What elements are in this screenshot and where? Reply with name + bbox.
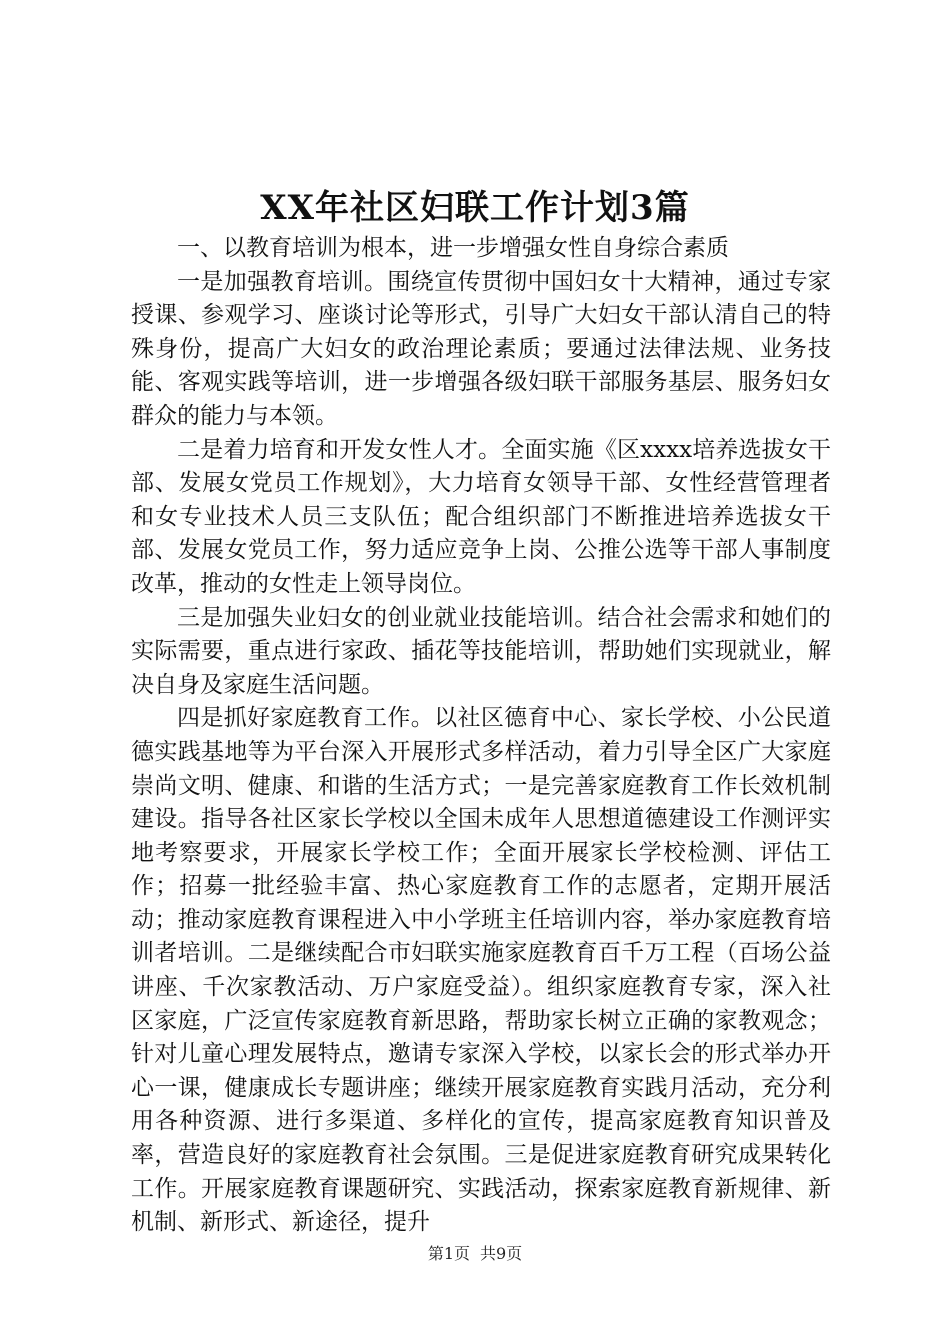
paragraph-1: 一是加强教育培训。围绕宣传贯彻中国妇女十大精神，通过专家授课、参观学习、座谈讨论等形式，引导广大妇女干部认清自己的特殊身份，提高广大妇女的政治理论素质；要通过法律法规、业务技能、客观实践等培训，进一步增强各级妇联干部服务基层、服务妇女群众的能力与本领。 bbox=[131, 268, 831, 429]
paragraph-4: 四是抓好家庭教育工作。以社区德育中心、家长学校、小公民道德实践基地等为平台深入开展形式多样活动，着力引导全区广大家庭崇尚文明、健康、和谐的生活方式；一是完善家庭教育工作长效机制建设。指导各社区家长学校以全国未成年人思想道德建设工作测评实地考察要求，开展家长学校工作；全面开展家长学校检测、评估工作；招募一批经验丰富、热心家庭教育工作的志愿者，定期开展活动；推动家庭教育课程进入中小学班主任培训内容，举办家庭教育培训者培训。二是继续配合市妇联实施家庭教育百千万工程（百场公益讲座、千次家教活动、万户家庭受益）。组织家庭教育专家，深入社区家庭，广泛宣传家庭教育新思路，帮助家长树立正确的家教观念；针对儿童心理发展特点，邀请专家深入学校，以家长会的形式举办开心一课，健康成长专题讲座；继续开展家庭教育实践月活动，充分利用各种资源、进行多渠道、多样化的宣传，提高家庭教育知识普及率，营造良好的家庭教育社会氛围。三是促进家庭教育研究成果转化工作。开展家庭教育课题研究、实践活动，探索家庭教育新规律、新机制、新形式、新途径，提升 bbox=[131, 705, 831, 1236]
page-number: 第1页 bbox=[427, 1244, 470, 1263]
page-footer bbox=[0, 1243, 950, 1265]
page-total: 共9页 bbox=[480, 1244, 523, 1263]
section-heading: 一、以教育培训为根本，进一步增强女性自身综合素质 bbox=[177, 235, 729, 261]
paragraph-2: 二是着力培育和开发女性人才。全面实施《区xxxx培养选拔女干部、发展女党员工作规划》，大力培育女领导干部、女性经营管理者和女专业技术人员三支队伍；配合组织部门不断推进培养选拔女干部、发展女党员工作，努力适应竞争上岗、公推公选等干部人事制度改革，推动的女性走上领导岗位。 bbox=[131, 436, 831, 597]
document-title: XX年社区妇联工作计划3篇 bbox=[260, 188, 690, 228]
document-body bbox=[131, 232, 831, 1240]
paragraph-3: 三是加强失业妇女的创业就业技能培训。结合社会需求和她们的实际需要，重点进行家政、插花等技能培训，帮助她们实现就业，解决自身及家庭生活问题。 bbox=[131, 604, 831, 698]
